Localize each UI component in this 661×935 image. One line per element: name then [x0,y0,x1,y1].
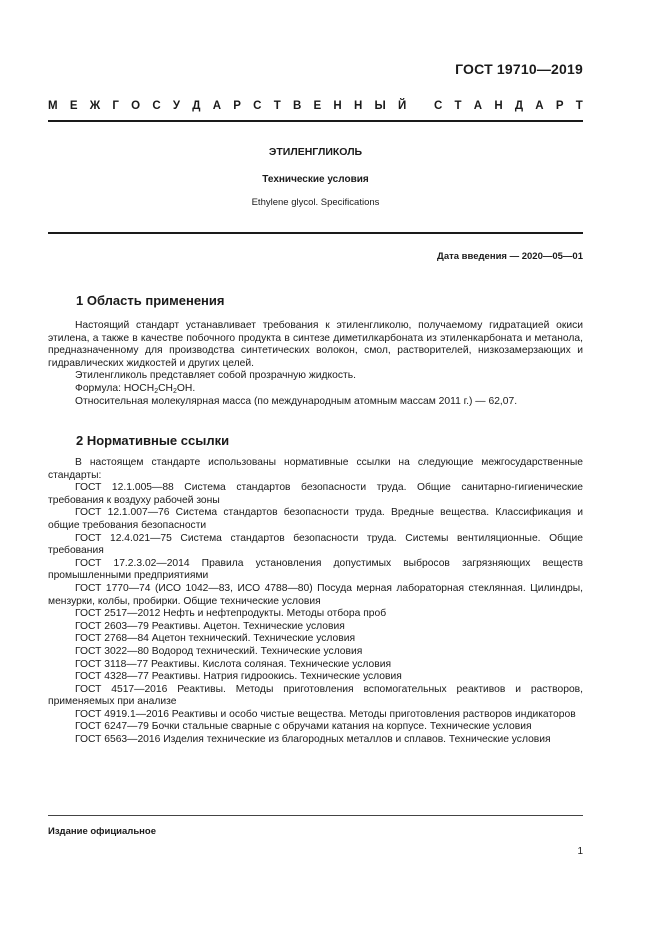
title-rule [48,232,583,234]
banner-letter: Т [575,100,583,112]
banner-letter: С [253,100,262,112]
banner-letter: А [212,100,222,112]
banner-letter: Е [69,100,78,112]
banner-letter: Т [273,100,281,112]
banner-letter: Г [112,100,119,112]
english-title: Ethylene glycol. Specifications [251,197,380,208]
standard-code: ГОСТ 19710—2019 [455,61,583,77]
scope-paragraph: Настоящий стандарт устанавливает требования к этиленгликолю, получаемому гидратацией окиси этилена, а также в качестве побочного продукта в синтезе диметилкарбоната из этиленкарбоната и метанола, предназначенному для производства синтетических волокон, смол, растворителей, низкозамерзающих и гидравлических жидкостей и других целей. [48,320,583,369]
footer-rule [48,815,583,816]
reference-item: ГОСТ 4328—77 Реактивы. Натрия гидроокись. Технические условия [75,671,402,683]
banner-letter: Ж [89,100,101,112]
references-intro: В настоящем стандарте использованы нормативные ссылки на следующие межгосударственные стандарты: [48,457,583,481]
section-1-body [48,320,583,408]
section-2-heading: 2 Нормативные ссылки [76,433,230,448]
interstate-standard-banner [48,100,583,112]
reference-item: ГОСТ 2517—2012 Нефть и нефтепродукты. Методы отбора проб [75,608,387,620]
formula-subscript: 2 [172,387,177,395]
reference-item: ГОСТ 12.1.005—88 Система стандартов безопасности труда. Общие санитарно-гигиенические требования к воздуху рабочей зоны [48,482,583,506]
banner-letter: Н [353,100,363,112]
molar-mass-line: Относительная молекулярная масса (по международным атомным массам 2011 г.) — 62,07. [75,395,518,407]
banner-letter: Т [454,100,462,112]
formula-part: CH [158,382,173,394]
reference-item: ГОСТ 12.1.007—76 Система стандартов безопасности труда. Вредные вещества. Классификация и общие требования безопасности [48,507,583,531]
header-rule [48,120,583,122]
formula-line [48,383,583,396]
reference-item: ГОСТ 12.4.021—75 Система стандартов безопасности труда. Системы вентиляционные. Общие требования [48,532,583,557]
banner-letter: С [433,100,443,112]
reference-item: ГОСТ 2768—84 Ацетон технический. Технические условия [75,633,356,645]
formula-part: HOCH [123,382,155,394]
formula-label: Формула: [75,382,124,394]
banner-letter: А [473,100,483,112]
banner-letter: С [152,100,161,112]
banner-letter: О [131,100,141,112]
document-subtitle: Технические условия [262,174,369,185]
reference-item: ГОСТ 6247—79 Бочки стальные сварные с обручами катания на корпусе. Технические условия [75,721,532,733]
reference-item: ГОСТ 4517—2016 Реактивы. Методы приготовления вспомогательных реактивов и растворов, применяемых при анализе [48,683,583,708]
banner-letter: Р [555,100,564,112]
reference-item: ГОСТ 6563—2016 Изделия технические из благородных металлов и сплавов. Технические условия [75,734,551,746]
banner-letter: Е [313,100,322,112]
banner-letter: Ы [374,100,386,112]
banner-letter: А [535,100,544,112]
official-edition-label: Издание официальное [48,826,156,837]
reference-item: ГОСТ 4919.1—2016 Реактивы и особо чистые вещества. Методы приготовления растворов индикаторов [75,708,576,720]
reference-item: ГОСТ 1770—74 (ИСО 1042—83, ИСО 4788—80) Посуда мерная лабораторная стеклянная. Цилиндры, мензурки, колбы, пробирки. Общие технические условия [48,582,583,607]
reference-item: ГОСТ 17.2.3.02—2014 Правила установления допустимых выбросов загрязняющих веществ промышленными предприятиями [48,557,583,582]
introduction-date: Дата введения — 2020—05—01 [437,251,583,262]
banner-letter: Д [192,100,201,112]
formula-subscript: 2 [154,387,159,395]
banner-letter: Н [494,100,503,112]
banner-letter: В [292,100,302,112]
reference-item: ГОСТ 2603—79 Реактивы. Ацетон. Технические условия [75,620,345,632]
page-number: 1 [577,846,583,857]
banner-letter: М [48,100,58,112]
reference-item: ГОСТ 3022—80 Водород технический. Технические условия [75,645,363,657]
banner-letter: Й [398,100,407,112]
banner-letter: Р [233,100,241,112]
banner-letter: У [172,100,181,112]
section-1-heading: 1 Область применения [76,293,225,308]
document-title: ЭТИЛЕНГЛИКОЛЬ [268,146,363,158]
banner-letter: Д [514,100,524,112]
banner-gap [419,100,422,112]
banner-letter: Н [333,100,342,112]
section-2-body [48,457,583,747]
reference-item: ГОСТ 3118—77 Реактивы. Кислота соляная. Технические условия [75,658,392,670]
formula-part: OH. [176,382,196,394]
appearance-paragraph: Этиленгликоль представляет собой прозрачную жидкость. [75,370,356,382]
